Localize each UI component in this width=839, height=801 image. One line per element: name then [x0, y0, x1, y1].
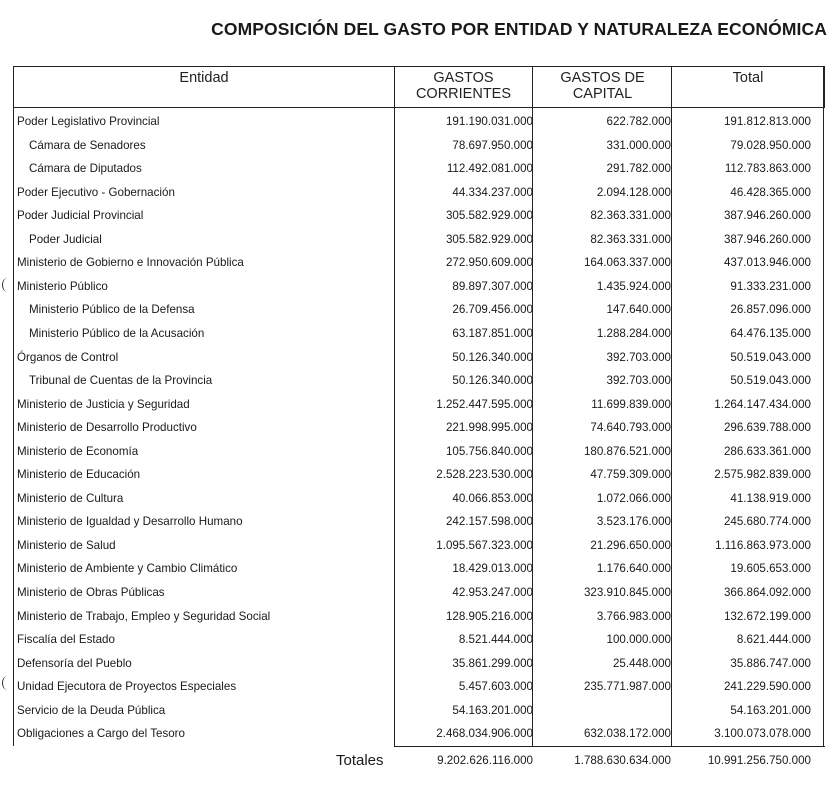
cell-total: 112.783.863.000 [724, 162, 811, 176]
table-row [0, 369, 839, 393]
cell-capital: 1.176.640.000 [596, 562, 671, 576]
cell-total: 50.519.043.000 [730, 350, 811, 364]
table-row [0, 628, 839, 652]
column-header-entidad-label: Entidad [179, 70, 229, 86]
cell-total: 366.864.092.000 [723, 586, 811, 599]
column-header-total [673, 67, 823, 107]
cell-total: 8.621.444.000 [736, 633, 811, 647]
table-row [0, 298, 839, 322]
cell-total: 437.013.946.000 [723, 256, 811, 270]
table-row [0, 581, 839, 605]
table-row [0, 652, 839, 676]
cell-capital: 235.771.987.000 [583, 680, 671, 694]
cell-entidad: Ministerio de Justicia y Seguridad [17, 397, 190, 411]
table-row [0, 699, 839, 723]
table-row [0, 110, 839, 134]
cell-total: 54.163.201.000 [730, 703, 811, 717]
cell-total: 41.138.919.000 [730, 491, 811, 505]
cell-entidad: Servicio de la Deuda Pública [17, 703, 166, 717]
cell-total: 2.575.982.839.000 [714, 468, 811, 482]
cell-corrientes: 18.429.013.000 [452, 562, 533, 576]
totals-row [0, 749, 839, 773]
cell-entidad: Ministerio de Igualdad y Desarrollo Humano [17, 515, 243, 529]
cell-entidad: Ministerio de Obras Públicas [17, 586, 165, 599]
column-header-capital-line1: GASTOS DE [560, 70, 645, 86]
cell-capital: 1.288.284.000 [596, 326, 671, 340]
cell-corrientes: 78.697.950.000 [452, 138, 533, 152]
cell-entidad: Ministerio Público de la Defensa [29, 303, 195, 317]
cell-corrientes: 305.582.929.000 [445, 209, 533, 223]
cell-capital: 11.699.839.000 [591, 397, 671, 411]
cell-total: 3.100.073.078.000 [714, 727, 811, 741]
scan-mark [2, 278, 13, 292]
totals-label: Totales [336, 752, 384, 769]
cell-corrientes: 305.582.929.000 [445, 232, 533, 246]
table-row [0, 134, 839, 158]
cell-corrientes: 2.528.223.530.000 [436, 468, 533, 482]
cell-entidad: Ministerio Público de la Acusación [29, 326, 205, 340]
cell-entidad: Ministerio de Educación [17, 468, 141, 482]
table-row [0, 487, 839, 511]
cell-corrientes: 5.457.603.000 [458, 680, 533, 694]
cell-total: 387.946.260.000 [723, 209, 811, 223]
page-title: COMPOSICIÓN DEL GASTO POR ENTIDAD Y NATURALEZA ECONÓMICA [211, 19, 827, 39]
cell-total: 286.633.361.000 [723, 444, 811, 458]
cell-total: 1.264.147.434.000 [714, 397, 811, 411]
cell-entidad: Unidad Ejecutora de Proyectos Especiales [17, 680, 237, 694]
cell-capital: 180.876.521.000 [583, 444, 671, 458]
cell-corrientes: 44.334.237.000 [452, 185, 533, 199]
cell-entidad: Poder Legislativo Provincial [17, 115, 160, 128]
column-header-corrientes-line1: GASTOS [433, 70, 494, 86]
cell-capital: 47.759.309.000 [590, 468, 671, 482]
cell-entidad: Ministerio Público [17, 279, 108, 293]
cell-corrientes: 272.950.609.000 [445, 256, 533, 270]
cell-capital: 82.363.331.000 [590, 232, 671, 246]
cell-total: 1.116.863.973.000 [715, 538, 811, 552]
column-header-corrientes-line2: CORRIENTES [415, 86, 512, 102]
cell-corrientes: 221.998.995.000 [445, 421, 533, 435]
cell-total: 50.519.043.000 [730, 374, 811, 388]
cell-entidad: Órganos de Control [17, 350, 119, 364]
cell-entidad: Ministerio de Cultura [17, 491, 124, 505]
cell-entidad: Ministerio de Ambiente y Cambio Climático [17, 562, 238, 576]
table-row [0, 605, 839, 629]
cell-corrientes: 2.468.034.906.000 [436, 727, 533, 741]
table-row [0, 251, 839, 275]
cell-corrientes: 191.190.031.000 [445, 115, 533, 128]
cell-capital: 3.766.983.000 [596, 609, 671, 623]
table-row [0, 346, 839, 370]
cell-corrientes: 8.521.444.000 [458, 633, 533, 647]
cell-capital: 3.523.176.000 [596, 515, 671, 529]
table-header [13, 66, 825, 108]
cell-entidad: Defensoría del Pueblo [17, 656, 132, 670]
cell-total: 26.857.096.000 [730, 303, 811, 317]
column-header-capital-line2: CAPITAL [572, 86, 633, 102]
cell-corrientes: 42.953.247.000 [452, 586, 533, 599]
cell-capital: 21.296.650.000 [590, 538, 671, 552]
cell-total: 245.680.774.000 [723, 515, 811, 529]
cell-capital: 392.703.000 [606, 350, 671, 364]
cell-capital: 632.038.172.000 [583, 727, 671, 741]
cell-entidad: Fiscalía del Estado [17, 633, 115, 647]
table-row [0, 510, 839, 534]
cell-corrientes: 89.897.307.000 [452, 279, 533, 293]
column-header-entidad [14, 67, 394, 107]
column-header-corrientes [395, 67, 532, 107]
cell-total: 64.476.135.000 [730, 326, 811, 340]
cell-corrientes: 50.126.340.000 [452, 350, 533, 364]
table-row [0, 675, 839, 699]
cell-capital: 622.782.000 [606, 115, 671, 128]
table-row [0, 393, 839, 417]
totals-rule [394, 746, 825, 747]
cell-capital: 147.640.000 [606, 303, 671, 317]
cell-corrientes: 1.095.567.323.000 [436, 538, 533, 552]
cell-entidad: Ministerio de Desarrollo Productivo [17, 421, 197, 435]
table-row [0, 463, 839, 487]
cell-capital: 164.063.337.000 [583, 256, 671, 270]
cell-capital: 291.782.000 [606, 162, 671, 176]
cell-total: 19.605.653.000 [730, 562, 811, 576]
cell-entidad: Cámara de Senadores [29, 138, 146, 152]
scan-mark [2, 676, 13, 690]
cell-capital: 74.640.793.000 [590, 421, 671, 435]
cell-total: 91.333.231.000 [730, 279, 811, 293]
cell-entidad: Poder Judicial Provincial [17, 209, 144, 223]
cell-total: 46.428.365.000 [730, 185, 811, 199]
cell-corrientes: 242.157.598.000 [445, 515, 533, 529]
cell-capital: 82.363.331.000 [590, 209, 671, 223]
totals-capital: 1.788.630.634.000 [574, 754, 671, 767]
cell-entidad: Ministerio de Trabajo, Empleo y Seguridad Social [17, 609, 271, 623]
cell-entidad: Ministerio de Salud [17, 538, 116, 552]
column-header-capital [534, 67, 671, 107]
table-row [0, 275, 839, 299]
table-row [0, 157, 839, 181]
cell-entidad: Ministerio de Gobierno e Innovación Pública [17, 256, 244, 270]
cell-entidad: Ministerio de Economía [17, 444, 139, 458]
totals-corrientes: 9.202.626.116.000 [437, 754, 533, 767]
table-row [0, 557, 839, 581]
totals-total: 10.991.256.750.000 [707, 754, 811, 767]
cell-corrientes: 1.252.447.595.000 [436, 397, 533, 411]
cell-entidad: Poder Ejecutivo - Gobernación [17, 185, 175, 199]
cell-total: 296.639.788.000 [723, 421, 811, 435]
column-header-total-label: Total [732, 70, 764, 86]
table-row [0, 228, 839, 252]
cell-capital: 1.435.924.000 [596, 279, 671, 293]
cell-total: 191.812.813.000 [723, 115, 811, 128]
cell-total: 35.886.747.000 [730, 656, 811, 670]
cell-total: 387.946.260.000 [723, 232, 811, 246]
cell-entidad: Tribunal de Cuentas de la Provincia [29, 374, 213, 388]
cell-corrientes: 26.709.456.000 [452, 303, 533, 317]
table-row [0, 416, 839, 440]
cell-corrientes: 35.861.299.000 [452, 656, 533, 670]
cell-total: 241.229.590.000 [723, 680, 811, 694]
cell-capital: 331.000.000 [606, 138, 671, 152]
cell-total: 132.672.199.000 [723, 609, 811, 623]
cell-capital: 100.000.000 [606, 633, 671, 647]
cell-entidad: Poder Judicial [29, 232, 102, 246]
cell-entidad: Obligaciones a Cargo del Tesoro [17, 727, 185, 741]
cell-entidad: Cámara de Diputados [29, 162, 142, 176]
cell-total: 79.028.950.000 [730, 138, 811, 152]
cell-corrientes: 63.187.851.000 [452, 326, 533, 340]
table-row [0, 440, 839, 464]
table-row [0, 534, 839, 558]
cell-corrientes: 54.163.201.000 [452, 703, 533, 717]
cell-capital: 323.910.845.000 [583, 586, 671, 599]
table-row [0, 722, 839, 746]
cell-capital: 25.448.000 [612, 656, 671, 670]
cell-corrientes: 105.756.840.000 [445, 444, 533, 458]
cell-capital: 2.094.128.000 [596, 185, 671, 199]
cell-capital: 1.072.066.000 [596, 491, 671, 505]
cell-corrientes: 128.905.216.000 [445, 609, 533, 623]
cell-capital: 392.703.000 [606, 374, 671, 388]
cell-corrientes: 112.492.081.000 [446, 162, 533, 176]
cell-corrientes: 50.126.340.000 [452, 374, 533, 388]
table-row [0, 204, 839, 228]
table-row [0, 322, 839, 346]
cell-corrientes: 40.066.853.000 [452, 491, 533, 505]
table-row [0, 181, 839, 205]
